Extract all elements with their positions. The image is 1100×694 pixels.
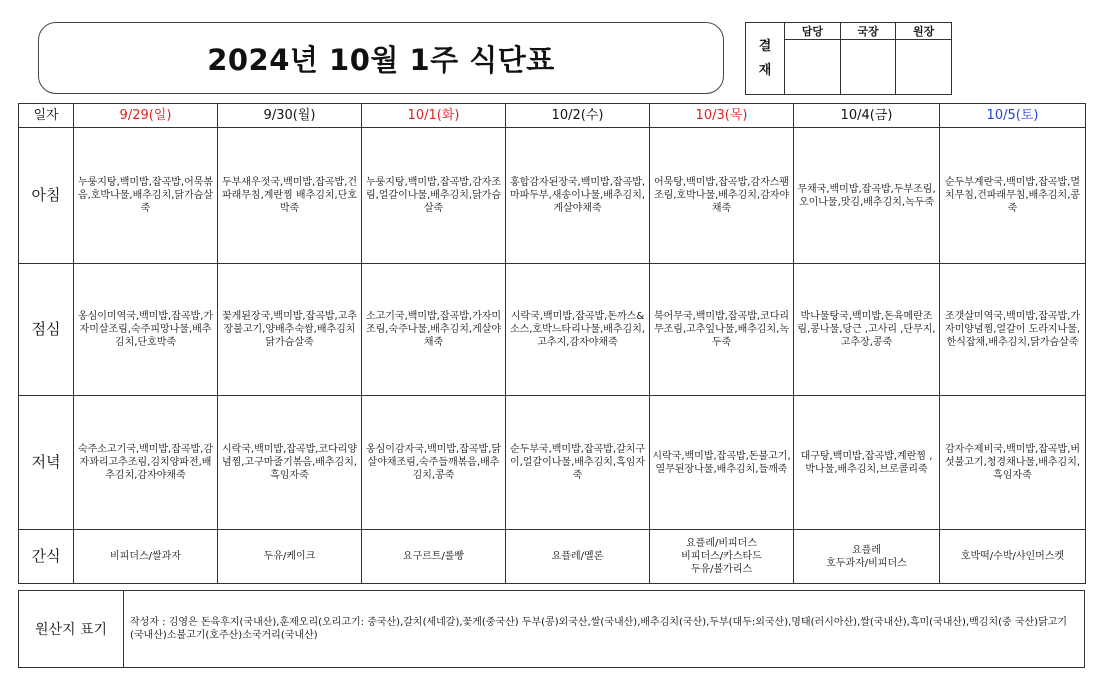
- menu-cell: 소고기국,백미밥,잡곡밥,가자미조림,숙주나물,배추김치,게살야채죽: [362, 264, 506, 396]
- origin-label: 원산지 표기: [19, 591, 124, 668]
- menu-cell: 대구탕,백미밥,잡곡밥,계란찜 ,박나물,배추김치,브로콜리죽: [794, 396, 940, 530]
- menu-cell: 옹심이미역국,백미밥,잡곡밥,가자미살조림,숙주피망나물,배추김치,단호박죽: [74, 264, 218, 396]
- menu-cell: 요플레 호두과자/비피더스: [794, 530, 940, 584]
- page-title: 2024년 10월 1주 식단표: [207, 42, 555, 77]
- origin-text: 작성자 : 김영은 돈육후지(국내산),훈제오리(오리고기: 중국산),갈치(세네갈),꽃게(중국산) 두부(콩)외국산,쌀(국내산),배추김치(국산),두부(대두:외국산),명태(러시아산),쌀(국내산),흑미(국내산),백김치(중 국산)닭고기(국내산)소불고기(호주산)소국거리(국내산): [124, 591, 1085, 668]
- menu-cell: 누룽지탕,백미밥,잡곡밥,감자조림,얼갈이나물,배추김치,닭가슴살죽: [362, 128, 506, 264]
- meal-label-breakfast: 아침: [19, 128, 74, 264]
- date-header-tue: 10/1(화): [362, 104, 506, 128]
- approval-sign-staff[interactable]: [785, 40, 841, 95]
- approval-side-label: 결 재: [746, 23, 785, 95]
- menu-cell: 호박떡/수박/샤인머스켓: [940, 530, 1086, 584]
- menu-cell: 어묵탕,백미밥,잡곡밥,감자스팸조림,호박나물,배추김치,감자야채죽: [650, 128, 794, 264]
- date-header-mon: 9/30(월): [218, 104, 362, 128]
- menu-cell: 시락국,백미밥,잡곡밥,코다리양념찜,고구마줄기볶음,배추김치,흑임자죽: [218, 396, 362, 530]
- menu-cell: 요플레/비피더스 비피더스/카스타드 두유/볼가리스: [650, 530, 794, 584]
- menu-table: [18, 103, 1086, 584]
- menu-cell: 북어무국,백미밥,잡곡밥,코다리무조림,고추잎나물,배추김치,녹두죽: [650, 264, 794, 396]
- menu-cell: 순두부계란국,백미밥,잡곡밥,멸치무침,건파래무침,배추김치,콩죽: [940, 128, 1086, 264]
- menu-cell: 요플레/멜론: [506, 530, 650, 584]
- date-header-thu: 10/3(목): [650, 104, 794, 128]
- approval-sign-director[interactable]: [840, 40, 896, 95]
- menu-cell: 무채국,백미밥,잡곡밥,두부조림,오이나물,맛김,배추김치,녹두죽: [794, 128, 940, 264]
- date-header-label: 일자: [19, 104, 74, 128]
- approval-sign-head[interactable]: [896, 40, 952, 95]
- menu-cell: 시락국,백미밥,잡곡밥,돈불고기,열무된장나물,배추김치,들깨죽: [650, 396, 794, 530]
- origin-table: [18, 590, 1085, 668]
- approval-role-staff: 담당: [785, 23, 841, 40]
- title-box: [38, 22, 724, 94]
- menu-cell: 꽃게된장국,백미밥,잡곡밥,고추장불고기,양배추숙쌈,배추김치 닭가슴살죽: [218, 264, 362, 396]
- approval-role-director: 국장: [840, 23, 896, 40]
- menu-cell: 요구르트/롤빵: [362, 530, 506, 584]
- menu-cell: 조갯살미역국,백미밥,잡곡밥,가자미양념찜,얼갈이 도라지나물,한식잡채,배추김치,닭가슴살죽: [940, 264, 1086, 396]
- date-header-fri: 10/4(금): [794, 104, 940, 128]
- meal-label-lunch: 점심: [19, 264, 74, 396]
- menu-cell: 감자수제비국,백미밥,잡곡밥,버섯불고기,청경채나물,배추김치,흑임자죽: [940, 396, 1086, 530]
- menu-cell: 옹심이감자국,백미밥,잡곡밥,닭살야채조림,숙주들깨볶음,배추김치,콩죽: [362, 396, 506, 530]
- menu-cell: 순두부국,백미밥,잡곡밥,갈치구이,얼갈이나물,배추김치,흑임자죽: [506, 396, 650, 530]
- date-header-wed: 10/2(수): [506, 104, 650, 128]
- meal-label-dinner: 저녁: [19, 396, 74, 530]
- menu-cell: 두부새우젓국,백미밥,잡곡밥,건파래무침,계란찜 배추김치,단호박죽: [218, 128, 362, 264]
- menu-cell: 박나물탕국,백미밥,돈육메란조림,콩나물,당근 ,고사리 ,단무지,고추장,콩죽: [794, 264, 940, 396]
- date-header-sat: 10/5(토): [940, 104, 1086, 128]
- menu-cell: 누룽지탕,백미밥,잡곡밥,어묵볶음,호박나물,배추김치,닭가슴살죽: [74, 128, 218, 264]
- menu-cell: 홍합감자된장국,백미밥,잡곡밥,마파두부,새송이나물,배추김치,게살야채죽: [506, 128, 650, 264]
- approval-role-head: 원장: [896, 23, 952, 40]
- approval-box: [745, 22, 952, 95]
- menu-cell: 시락국,백미밥,잡곡밥,돈까스&소스,호박느타리나물,배추김치,고추지,감자야채죽: [506, 264, 650, 396]
- menu-cell: 숙주소고기국,백미밥,잡곡밥,감자꽈리고추조림,김치양파전,배추김치,감자야채죽: [74, 396, 218, 530]
- menu-cell: 두유/케이크: [218, 530, 362, 584]
- menu-cell: 비피더스/쌀과자: [74, 530, 218, 584]
- meal-label-snack: 간식: [19, 530, 74, 584]
- date-header-sun: 9/29(일): [74, 104, 218, 128]
